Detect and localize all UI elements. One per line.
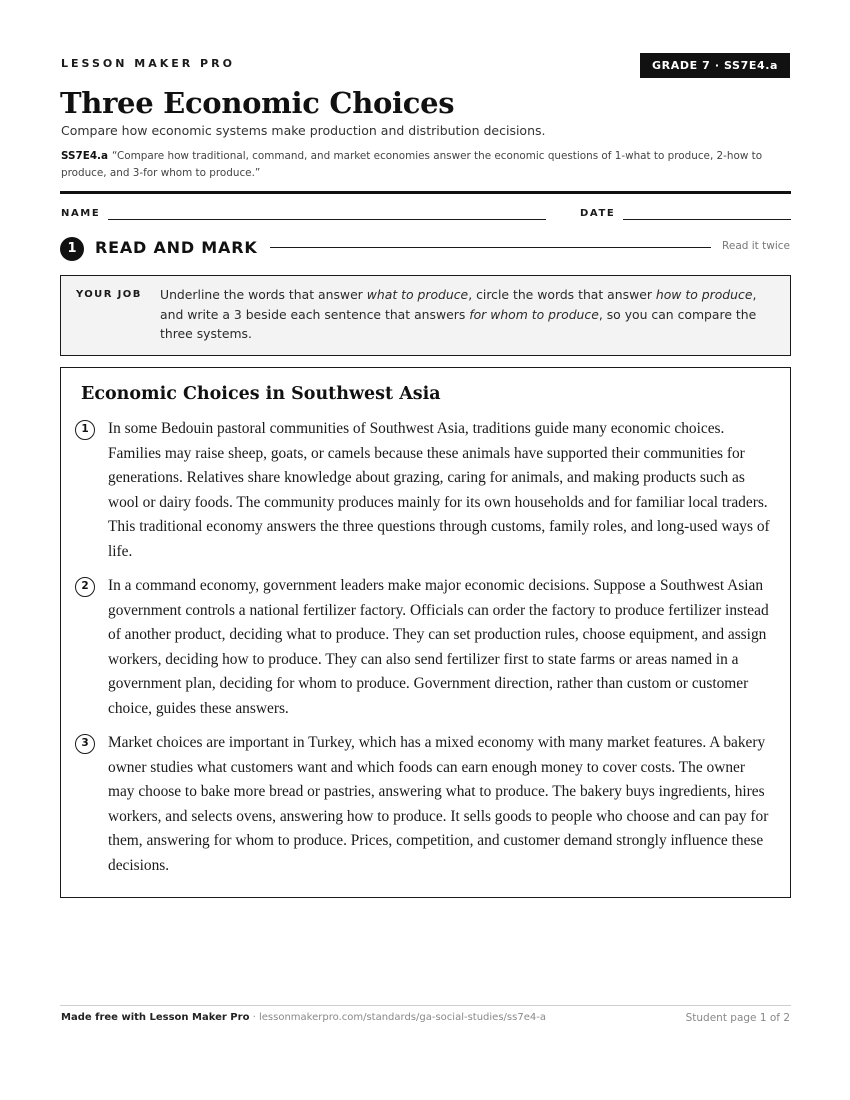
paragraph-3: Market choices are important in Turkey, which has a mixed economy with many market features. A bakery owner studies what customers want and which foods can earn enough money to cover costs. The owner may choose to bake more bread or pastries, answering what to produce. The bakery buys ingredients, hires workers, and selects ovens, answering how to produce. It sells goods to people who choose and can pay for them, answering for whom to produce. Prices, competition, and customer demand strongly influence these decisions. <box>108 734 769 874</box>
footer-separator: · <box>249 1012 259 1023</box>
reading-title: Economic Choices in Southwest Asia <box>81 384 441 404</box>
standard-code: SS7E4.a <box>61 150 109 162</box>
paragraph-number-1: 1 <box>75 420 95 440</box>
footer-credit <box>61 1012 546 1023</box>
brand-name: LESSON MAKER PRO <box>61 57 235 70</box>
section-note: Read it twice <box>722 240 790 252</box>
page-subtitle: Compare how economic systems make production and distribution decisions. <box>61 123 546 138</box>
section-divider <box>270 247 711 248</box>
footer-url[interactable]: lessonmakerpro.com/standards/ga-social-studies/ss7e4-a <box>258 1012 546 1023</box>
standard-statement <box>61 148 791 182</box>
page-title: Three Economic Choices <box>60 86 455 120</box>
date-label: DATE <box>580 208 616 219</box>
instructions-text <box>160 285 780 344</box>
name-label: NAME <box>61 208 101 219</box>
instructions-text-part: Underline the words that answer <box>160 287 367 302</box>
paragraph-number-3: 3 <box>75 734 95 754</box>
instructions-emphasis: what to produce <box>366 287 469 302</box>
instructions-text-part: , so you can compare the three systems. <box>160 306 757 341</box>
header-divider <box>60 191 791 194</box>
paragraph-1: In some Bedouin pastoral communities of Southwest Asia, traditions guide many economic choices. Families may raise sheep, goats, or camels because these animals have supported their communities for generations. Relatives share knowledge about grazing, caring for animals, and making products such as wool or dairy foods. The community produces mainly for its own households and for familiar local traders. This traditional economy answers the three questions through customs, family roles, and long-used ways of life. <box>108 420 770 560</box>
grade-badge: GRADE 7 · SS7E4.a <box>640 53 790 78</box>
page-indicator: Student page 1 of 2 <box>685 1012 790 1024</box>
paragraph-number-2: 2 <box>75 577 95 597</box>
footer-made-with: Made free with Lesson Maker Pro <box>61 1012 250 1023</box>
standard-text: “Compare how traditional, command, and market economies answer the economic questions of 1-what to produce, 2-how to produce, and 3-for whom to produce.” <box>61 150 763 179</box>
instructions-text-part: , and write a 3 beside each sentence that answers <box>160 287 757 322</box>
paragraph-2: In a command economy, government leaders make major economic decisions. Suppose a Southwest Asian government controls a national fertilizer factory. Officials can order the factory to produce fertilizer instead of another product, deciding what to produce. They can set production rules, choose equipment, and assign workers, deciding how to produce. They can also send fertilizer first to state farms or areas named in a government plan, deciding for whom to produce. Government direction, rather than custom or customer choice, guides these answers. <box>108 577 769 717</box>
date-field[interactable] <box>623 219 791 220</box>
reading-passage <box>60 367 791 898</box>
instructions-label: YOUR JOB <box>76 289 142 300</box>
instructions-emphasis: how to produce <box>655 287 753 302</box>
section-number-badge: 1 <box>60 237 84 261</box>
instructions-box <box>60 275 791 356</box>
footer-divider <box>60 1005 791 1006</box>
instructions-emphasis: for whom to produce <box>469 306 599 322</box>
instructions-text-part: , circle the words that answer <box>468 287 656 302</box>
section-title: READ AND MARK <box>95 238 258 257</box>
name-field[interactable] <box>108 219 546 220</box>
